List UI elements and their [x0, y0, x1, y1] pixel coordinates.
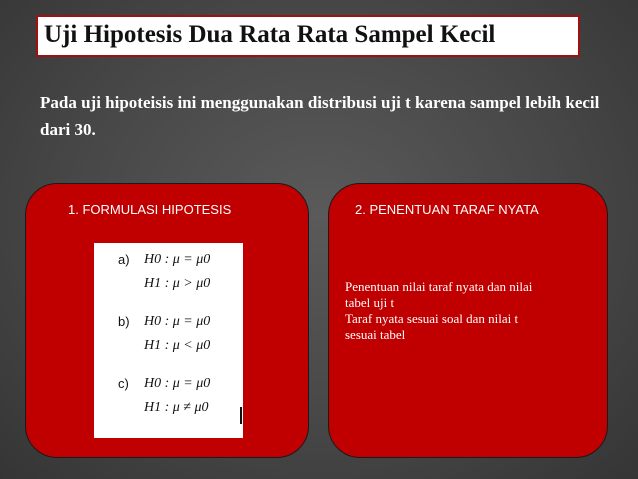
body-line: sesuai tabel: [345, 327, 406, 342]
hypothesis-h1: H1 : μ > μ0: [144, 276, 211, 291]
hypothesis-formula-image: [94, 243, 243, 438]
hypothesis-letter: c): [118, 376, 129, 391]
hypothesis-row: [94, 252, 243, 272]
panel-penentuan-taraf-nyata: [328, 183, 608, 458]
slide-title: Uji Hipotesis Dua Rata Rata Sampel Kecil: [44, 21, 496, 48]
hypothesis-h0: H0 : μ = μ0: [144, 314, 211, 329]
panel-heading-formulasi: 1. FORMULASI HIPOTESIS: [68, 202, 232, 217]
hypothesis-row: [94, 400, 243, 420]
hypothesis-row: [94, 314, 243, 334]
text-cursor: [240, 407, 242, 424]
hypothesis-row: [94, 276, 243, 296]
panel-formulasi-hipotesis: [25, 183, 309, 458]
body-line: Penentuan nilai taraf nyata dan nilai: [345, 279, 533, 294]
hypothesis-h1: H1 : μ < μ0: [144, 338, 211, 353]
hypothesis-row: [94, 376, 243, 396]
hypothesis-letter: b): [118, 314, 130, 329]
panel-heading-taraf-nyata: 2. PENENTUAN TARAF NYATA: [355, 202, 539, 217]
panel-body-text: [345, 279, 597, 343]
hypothesis-h0: H0 : μ = μ0: [144, 376, 211, 391]
slide-title-box: [36, 15, 580, 57]
hypothesis-h0: H0 : μ = μ0: [144, 252, 211, 267]
body-line: tabel uji t: [345, 295, 395, 310]
hypothesis-letter: a): [118, 252, 130, 267]
hypothesis-row: [94, 338, 243, 358]
intro-text: Pada uji hipoteisis ini menggunakan distribusi uji t karena sampel lebih kecil dari 30.: [40, 93, 600, 139]
body-line: Taraf nyata sesuai soal dan nilai t: [345, 311, 519, 326]
hypothesis-h1: H1 : μ ≠ μ0: [144, 400, 209, 415]
